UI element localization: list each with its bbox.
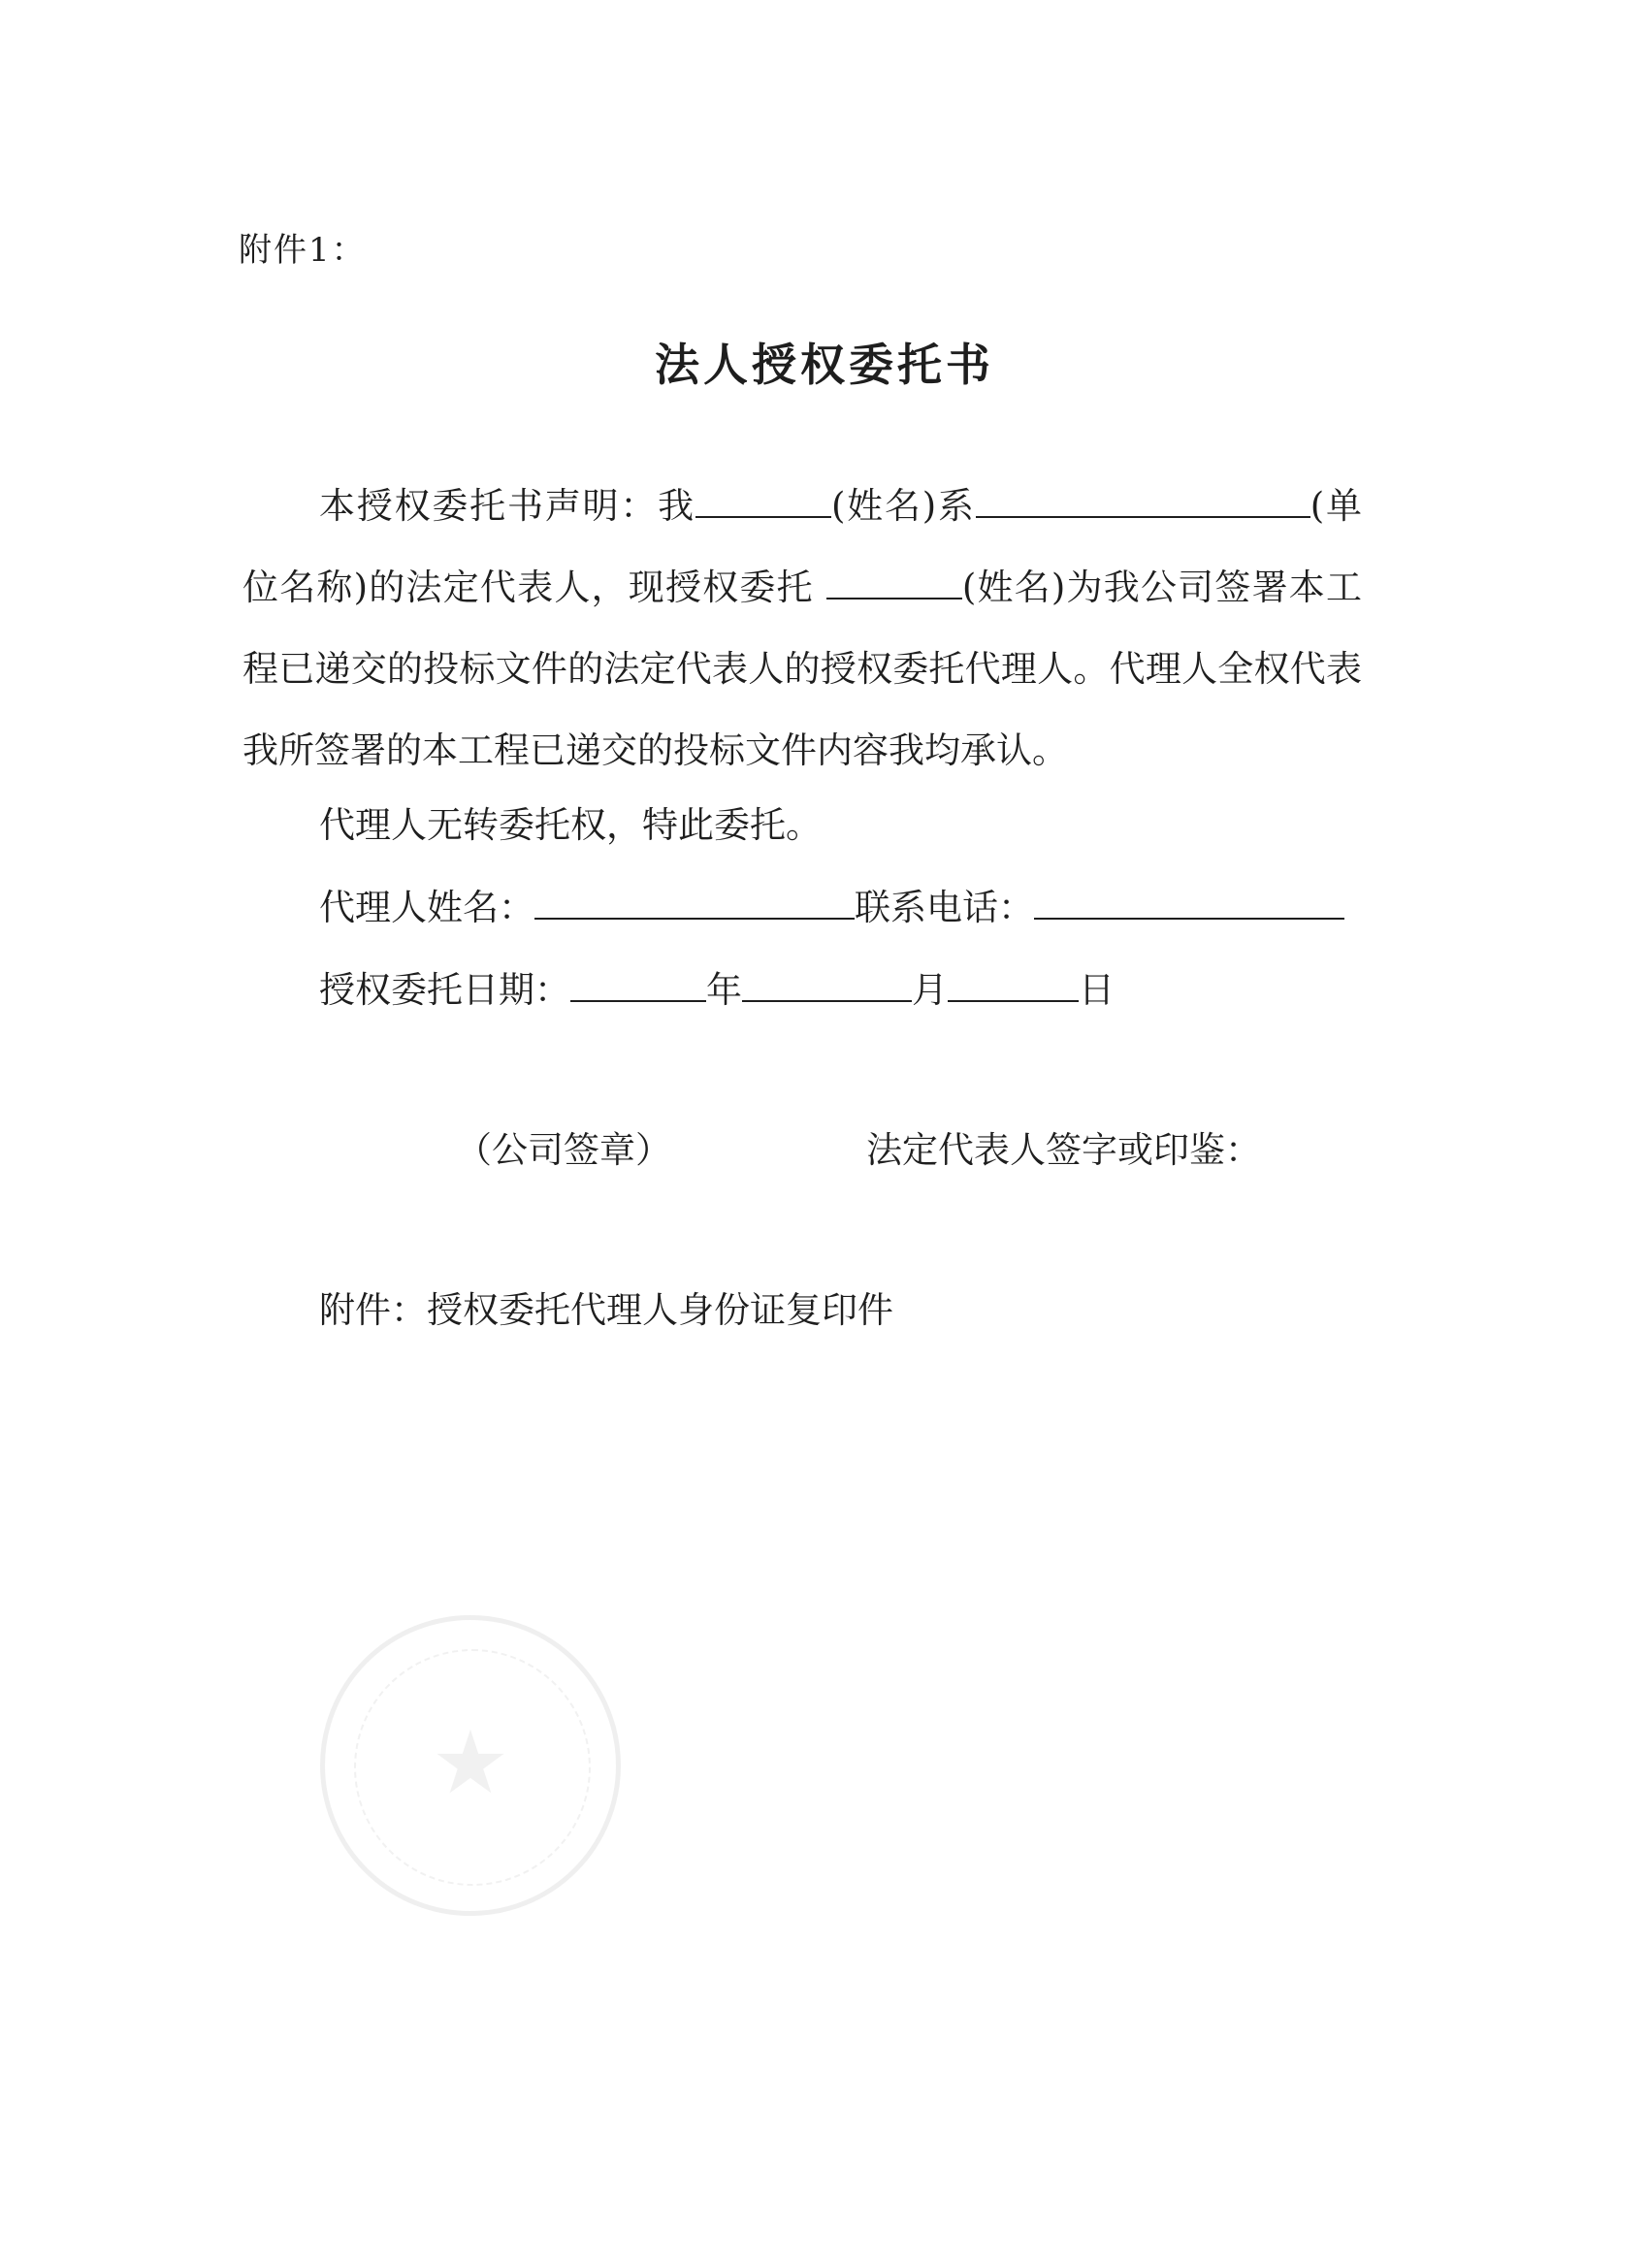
legal-rep-signature-label: 法定代表人签字或印鉴：: [866, 1129, 1261, 1171]
authorization-date-row: [319, 960, 1115, 1013]
faded-stamp-icon: [320, 1615, 621, 1916]
day-label: 日: [1079, 969, 1115, 1011]
attachment-note: 附件：授权委托代理人身份证复印件: [319, 1289, 893, 1331]
unit-name-blank[interactable]: [976, 483, 1310, 518]
agent-info-row: [319, 878, 1344, 930]
principal-name-blank[interactable]: [695, 483, 831, 518]
no-subdelegation-statement: 代理人无转委托权，特此委托。: [319, 804, 822, 846]
name-hint: (姓名)系: [830, 485, 976, 527]
agent-name-blank[interactable]: [826, 565, 962, 599]
unit-hint: (单位名称)的法定代表人，现授权委托: [242, 485, 1363, 608]
declaration-intro: 本授权委托书声明：我: [319, 485, 695, 527]
month-label: 月: [912, 969, 948, 1011]
declaration-body: (姓名)为我公司签署本工程已递交的投标文件的法定代表人的授权委托代理人。代理人全权代表我所签署的本工程已递交的投标文件内容我均承认。: [242, 567, 1363, 771]
day-field[interactable]: [948, 967, 1079, 1002]
agent-name-label: 代理人姓名：: [319, 887, 534, 928]
date-label: 授权委托日期：: [319, 969, 570, 1011]
attachment-label: 附件1：: [239, 231, 367, 270]
stamp-star-icon: ★: [431, 1712, 510, 1814]
declaration-paragraph: [242, 466, 1362, 792]
company-seal-label: （公司签章）: [456, 1129, 671, 1171]
year-field[interactable]: [570, 967, 706, 1002]
year-label: 年: [706, 969, 742, 1011]
phone-field[interactable]: [1034, 885, 1344, 920]
phone-label: 联系电话：: [855, 887, 1034, 928]
agent-name-field[interactable]: [534, 885, 855, 920]
document-title: 法人授权委托书: [655, 339, 994, 391]
month-field[interactable]: [742, 967, 912, 1002]
